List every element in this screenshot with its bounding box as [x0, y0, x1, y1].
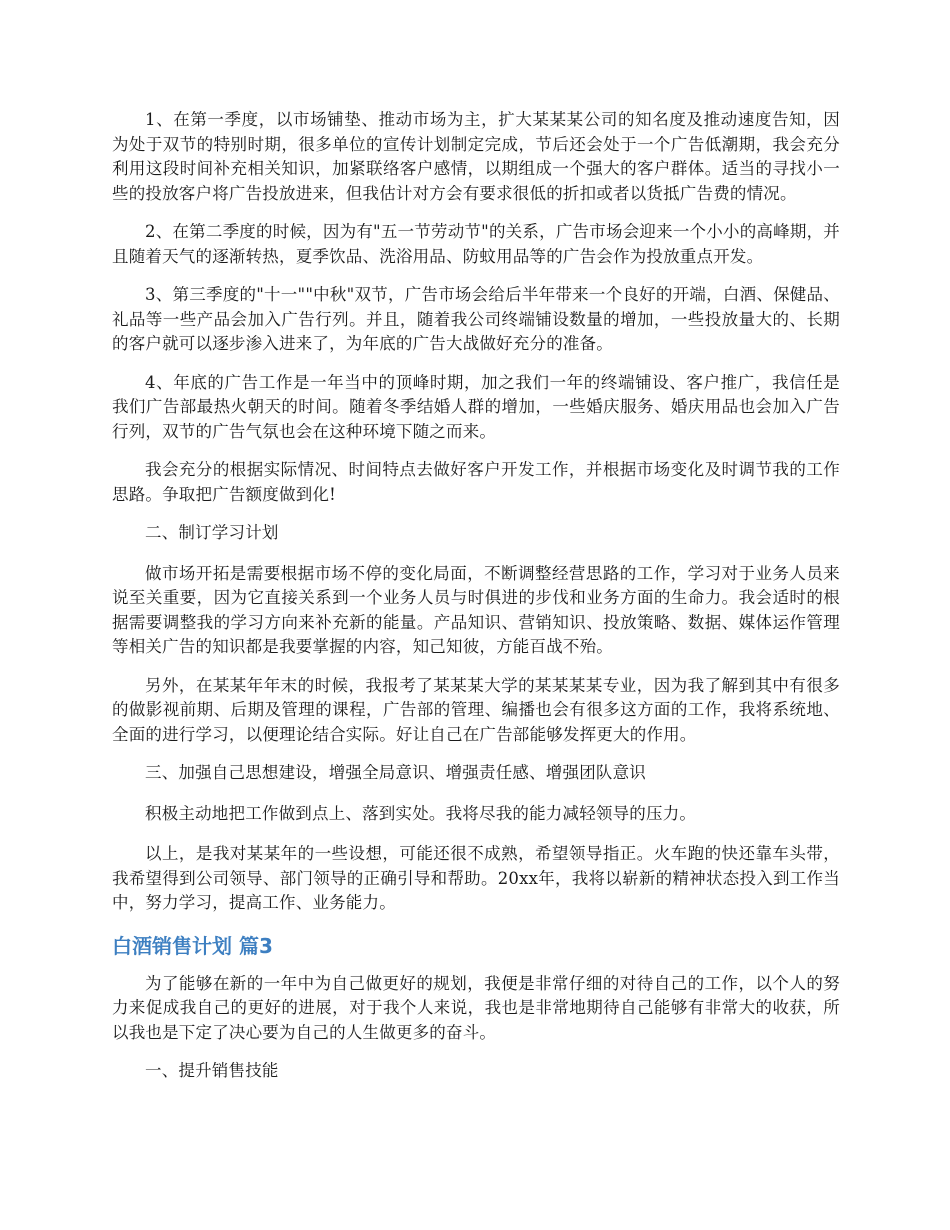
paragraph-client-development: 我会充分的根据实际情况、时间特点去做好客户开发工作，并根据市场变化及时调节我的工作思路。争取把广告额度做到化! — [112, 460, 840, 504]
document-page — [112, 108, 840, 1100]
heading-study-plan: 二、制订学习计划 — [145, 523, 279, 542]
paragraph-university-study: 另外，在某某年年末的时候，我报考了某某某大学的某某某某专业，因为我了解到其中有很多的做影视前期、后期及管理的课程，广告部的管理、编播也会有很多这方面的工作，我将系统地、全面的进行学习，以便理论结合实际。好让自己在广告部能够发挥更大的作用。 — [112, 675, 840, 744]
paragraph-q1-plan: 1、在第一季度，以市场铺垫、推动市场为主，扩大某某某公司的知名度及推动速度告知，因为处于双节的特别时期，很多单位的宣传计划制定完成，节后还会处于一个广告低潮期，我会充分利用这段时间补充相关知识，加紧联络客户感情，以期组成一个强大的客户群体。适当的寻找小一些的投放客户将广告投放进来，但我估计对方会有要求很低的折扣或者以货抵广告费的情况。 — [112, 110, 840, 203]
paragraph-q2-plan: 2、在第二季度的时候，因为有"五一节劳动节"的关系，广告市场会迎来一个小小的高峰期，并且随着天气的逐渐转热，夏季饮品、洗浴用品、防蚊用品等的广告会作为投放重点开发。 — [112, 222, 840, 266]
heading-sales-skills: 一、提升销售技能 — [145, 1061, 279, 1080]
paragraph-new-year-intro: 为了能够在新的一年中为自己做更好的规划，我便是非常仔细的对待自己的工作，以个人的努力来促成我自己的更好的进展，对于我个人来说，我也是非常地期待自己能够有非常大的收获，所以我也是下定了决心要为自己的人生做更多的奋斗。 — [112, 973, 840, 1042]
section-title: 白酒销售计划 篇3 — [112, 933, 273, 958]
paragraph-q4-plan: 4、年底的广告工作是一年当中的顶峰时期，加之我们一年的终端铺设、客户推广，我信任是我们广告部最热火朝天的时间。随着冬季结婚人群的增加，一些婚庆服务、婚庆用品也会加入广告行列，双节的广告气氛也会在这种环境下随之而来。 — [112, 372, 840, 441]
heading-ideology: 三、加强自己思想建设，增强全局意识、增强责任感、增强团队意识 — [145, 763, 646, 782]
paragraph-initiative: 积极主动地把工作做到点上、落到实处。我将尽我的能力减轻领导的压力。 — [145, 803, 697, 823]
paragraph-conclusion: 以上，是我对某某年的一些设想，可能还很不成熟，希望领导指正。火车跑的快还靠车头带，我希望得到公司领导、部门领导的正确引导和帮助。20xx年，我将以崭新的精神状态投入到工作当中，努力学习，提高工作、业务能力。 — [112, 844, 840, 912]
paragraph-study-plan: 做市场开拓是需要根据市场不停的变化局面，不断调整经营思路的工作，学习对于业务人员来说至关重要，因为它直接关系到一个业务人员与时俱进的步伐和业务方面的生命力。我会适时的根据需要调整我的学习方向来补充新的能量。产品知识、营销知识、投放策略、数据、媒体运作管理等相关广告的知识都是我要掌握的内容，知己知彼，方能百战不殆。 — [112, 563, 840, 656]
paragraph-q3-plan: 3、第三季度的"十一""中秋"双节，广告市场会给后半年带来一个良好的开端，白酒、保健品、礼品等一些产品会加入广告行列。并且，随着我公司终端铺设数量的增加，一些投放量大的、长期的客户就可以逐步渗入进来了，为年底的广告大战做好充分的准备。 — [112, 285, 840, 353]
